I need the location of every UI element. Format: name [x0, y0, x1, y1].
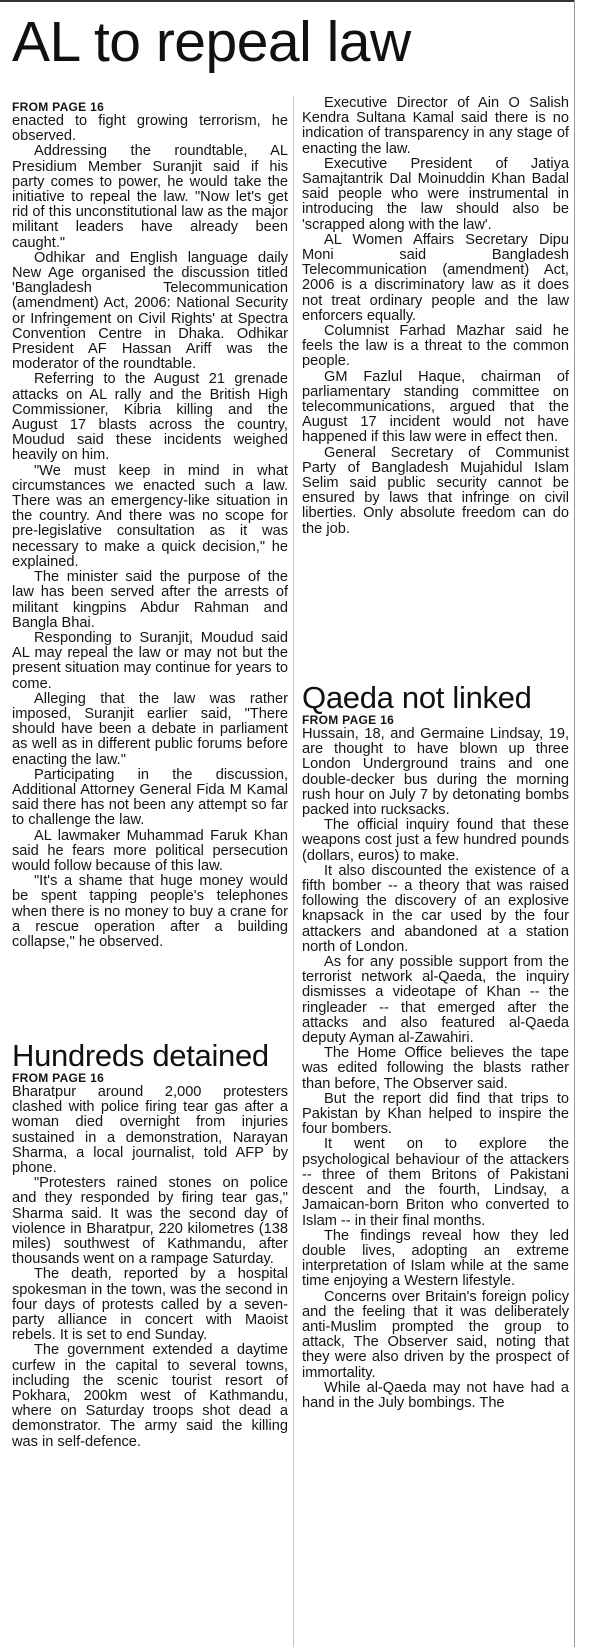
paragraph: Columnist Farhad Mazhar said he feels the law is a threat to the common people. [302, 323, 569, 370]
story-body [12, 114, 288, 950]
paragraph: Addressing the roundtable, AL Presidium Member Suranjit said if his party comes to power, he would take the initiative to repeal the law. "Now let's get rid of this unconstitutional law as the major militant leaders have already been caught." [12, 143, 288, 251]
paragraph: AL Women Affairs Secretary Dipu Moni said Bangladesh Telecommunication (amendment) Act, 2006 is a discriminatory law as it does not treat ordinary people and the law enforcers equally. [302, 231, 569, 324]
paragraph: As for any possible support from the terrorist network al-Qaeda, the inquiry dismisses a videotape of Khan -- the ringleader -- that emerged after the attacks and also featured al-Qaeda deputy Ayman al-Zawahiri. [302, 954, 569, 1047]
paragraph: GM Fazlul Haque, chairman of parliamentary standing committee on telecommunications, argued that the August 17 incident would not have happened if this law were in effect then. [302, 368, 569, 446]
story-hundreds-detained [12, 1040, 288, 1450]
right-edge-rule [574, 0, 575, 1647]
paragraph: AL lawmaker Muhammad Faruk Khan said he fears more political persecution would follow because of this law. [12, 827, 288, 874]
story-headline: Hundreds detained [12, 1038, 269, 1073]
paragraph: General Secretary of Communist Party of Bangladesh Mujahidul Islam Selim said public security cannot be ensured by laws that infringe on civil liberties. Only absolute freedom can do the job. [302, 444, 569, 537]
story-headline: Qaeda not linked [302, 680, 532, 715]
paragraph: Executive Director of Ain O Salish Kendra Sultana Kamal said there is no indication of transparency in any stage of enacting the law. [302, 96, 569, 157]
paragraph: The Home Office believes the tape was edited following the blasts rather than before, The Observer said. [302, 1045, 569, 1092]
paragraph: Odhikar and English language daily New Age organised the discussion titled 'Bangladesh Telecommunication (amendment) Act, 2006: National Security or Infringement on Civil Rights' at Spectra Convention Centre in Dhaka. Odhikar President AF Hassan Ariff was the moderator of the roundtable. [12, 249, 288, 373]
story-al-repeal-law-continued [302, 96, 569, 537]
story-body [302, 727, 569, 1411]
column-divider [293, 96, 294, 1647]
paragraph: "We must keep in mind in what circumstances we enacted such a law. There was an emergency-like situation in the country. And there was no scope for pre-legislative consultation as it was necessary to make a quick decision," he explained. [12, 462, 288, 570]
paragraph: It also discounted the existence of a fifth bomber -- a theory that was raised following the discovery of an explosive knapsack in the car used by the four attackers and abandoned at a station north of London. [302, 862, 569, 955]
paragraph: Bharatpur around 2,000 protesters clashed with police firing tear gas after a woman died overnight from injuries sustained in a demonstration, Narayan Sharma, a local journalist, told AFP by phone. [12, 1084, 288, 1177]
story-body [302, 96, 569, 537]
story-body [12, 1085, 288, 1450]
main-headline: AL to repeal law [12, 10, 411, 74]
paragraph: The government extended a daytime curfew in the capital to several towns, including the scenic tourist resort of Pokhara, 200km west of Kathmandu, where on Saturday troops shot dead a demonstrator. The army said the killing was in self-defence. [12, 1342, 288, 1450]
paragraph: Alleging that the law was rather imposed, Suranjit earlier said, "There should have been a debate in parliament as well as in different public forums before enacting the law." [12, 690, 288, 768]
paragraph: Referring to the August 21 grenade attacks on AL rally and the British High Commissioner, Kibria killing and the August 17 blasts across the country, Moudud said these incidents weighed heavily on him. [12, 371, 288, 464]
paragraph: "Protesters rained stones on police and they responded by firing tear gas," Sharma said. It was the second day of violence in Bharatpur, 220 kilometres (138 miles) southwest of Kathmandu, after thousands went on a rampage Saturday. [12, 1175, 288, 1268]
paragraph: The minister said the purpose of the law has been served after the arrests of militant kingpins Abdur Rahman and Bangla Bhai. [12, 569, 288, 631]
paragraph: Participating in the discussion, Additional Attorney General Fida M Kamal said there has not been any attempt so far to challenge the law. [12, 766, 288, 829]
paragraph: The official inquiry found that these weapons cost just a few hundred pounds (dollars, euros) to make. [302, 817, 569, 864]
right-column [302, 96, 569, 1647]
paragraph: The death, reported by a hospital spokesman in the town, was the second in four days of protests called by a seven-party alliance in concert with Maoist rebels. It is set to end Sunday. [12, 1266, 288, 1344]
paragraph: Responding to Suranjit, Moudud said AL may repeal the law or may not but the present situation may continue for years to come. [12, 629, 288, 692]
story-al-repeal-law [12, 100, 288, 950]
paragraph: Executive President of Jatiya Samajtantrik Dal Moinuddin Khan Badal said people who were instrumental in introducing the law should also be 'scrapped along with the law'. [302, 155, 569, 233]
paragraph: It went on to explore the psychological behaviour of the attackers -- three of them Britons of Pakistani descent and the fourth, Lindsay, a Jamaican-born Briton who converted to Islam -- in their final months. [302, 1136, 569, 1229]
paragraph: enacted to fight growing terrorism, he observed. [12, 113, 288, 145]
story-qaeda-not-linked [302, 682, 569, 1411]
paragraph: Concerns over Britain's foreign policy and the feeling that it was deliberately anti-Muslim prompted the group to attack, The Observer said, noting that they were also driven by the prospect of immortality. [302, 1288, 569, 1381]
paragraph: Hussain, 18, and Germaine Lindsay, 19, are thought to have blown up three London Underground trains and one double-decker bus during the morning rush hour on July 7 by detonating bombs packed into rucksacks. [302, 726, 569, 819]
paragraph: While al-Qaeda may not have had a hand in the July bombings. The [302, 1379, 569, 1411]
kicker-from-page: FROM PAGE 16 [12, 1071, 105, 1085]
kicker-from-page: FROM PAGE 16 [12, 100, 105, 114]
paragraph: "It's a shame that huge money would be spent tapping people's telephones when there is no money to buy a crane for a rescue operation after a building collapse," he observed. [12, 873, 288, 950]
paragraph: The findings reveal how they led double lives, adopting an extreme interpretation of Islam while at the same time enjoying a Western lifestyle. [302, 1227, 569, 1290]
left-column [12, 0, 288, 1647]
kicker-from-page: FROM PAGE 16 [302, 713, 395, 727]
paragraph: But the report did find that trips to Pakistan by Khan helped to inspire the four bombers. [302, 1090, 569, 1138]
